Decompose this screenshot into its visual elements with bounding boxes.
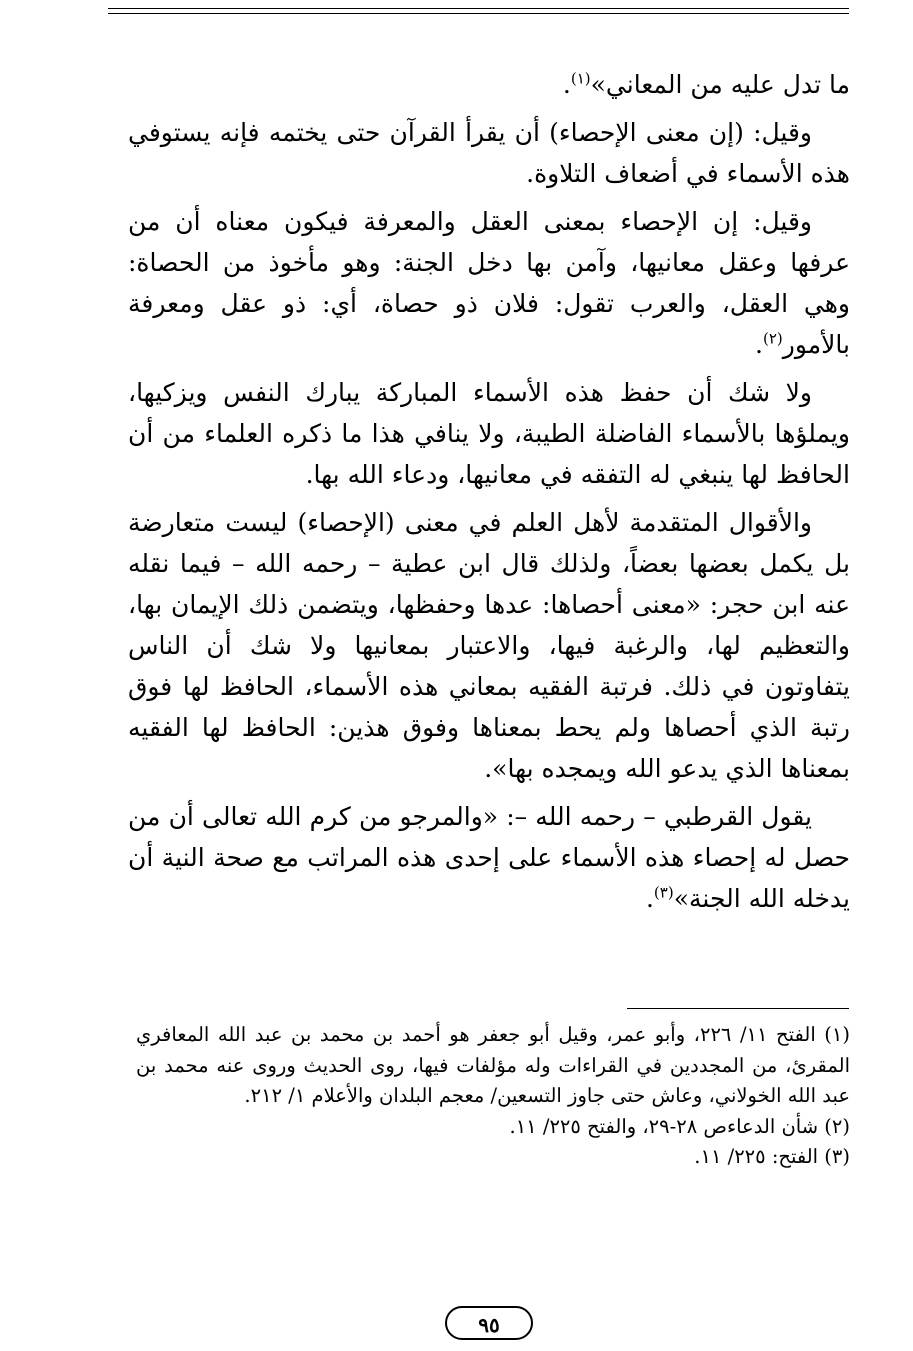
- main-text: [128, 64, 850, 926]
- header-rule-thin: [108, 13, 849, 14]
- footnote-2: (٢) شأن الدعاءص ٢٨-٢٩، والفتح ٢٢٥/ ١١.: [509, 1114, 850, 1138]
- paragraph-2: [128, 112, 850, 194]
- paragraph-text: وقيل: (إن معنى الإحصاء) أن يقرأ القرآن حتى يختمه فإنه يستوفي هذه الأسماء في أضعاف التلاوة.: [128, 118, 850, 188]
- paragraph-5: [128, 502, 850, 789]
- paragraph-4: [128, 372, 850, 495]
- footnote-ref-1: (١): [570, 69, 591, 88]
- paragraph-tail: .: [645, 884, 654, 913]
- paragraph-tail: .: [562, 70, 571, 99]
- paragraph-text: ما تدل عليه من المعاني»: [590, 70, 850, 99]
- paragraph-tail: .: [755, 330, 763, 359]
- footnote-separator: [627, 1008, 849, 1009]
- paragraph-text: يقول القرطبي – رحمه الله –: «والمرجو من كرم الله تعالى أن من حصل له إحصاء هذه الأسماء على إحدى هذه المراتب مع صحة النية أن يدخله الله الجنة»: [128, 802, 850, 913]
- paragraph-text: ولا شك أن حفظ هذه الأسماء المباركة يبارك النفس ويزكيها، ويملؤها بالأسماء الفاضلة الطيبة، ولا ينافي هذا ما ذكره العلماء من أن الحافظ لها ينبغي له التفقه في معانيها، ودعاء الله بها.: [128, 378, 850, 489]
- paragraph-1: [128, 64, 850, 105]
- footnotes: [136, 1020, 850, 1173]
- footnote-ref-3: (٣): [653, 883, 674, 902]
- footnote-1: (١) الفتح ١١/ ٢٢٦، وأبو عمر، وقيل أبو جعفر هو أحمد بن محمد بن عبد الله المعافري المقرئ، من المجددين في القراءات وله مؤلفات فيها، روى الحديث وروى عنه محمد بن عبد الله الخولاني، وعاش حتى جاوز التسعين/ معجم البلدان والأعلام ١/ ٢١٢.: [136, 1023, 850, 1107]
- footnote-3: (٣) الفتح: ٢٢٥/ ١١.: [694, 1145, 850, 1168]
- paragraph-3: [128, 201, 850, 365]
- footnote-ref-2: (٢): [763, 329, 783, 348]
- paragraph-6: [128, 796, 850, 919]
- header-rule-thick: [108, 8, 849, 9]
- paragraph-text: والأقوال المتقدمة لأهل العلم في معنى (الإحصاء) ليست متعارضة بل يكمل بعضها بعضاً، ولذلك قال ابن عطية – رحمه الله – فيما نقله عنه ابن حجر: «معنى أحصاها: عدها وحفظها، ويتضمن ذلك الإيمان بها، والتعظيم لها، والرغبة فيها، والاعتبار بمعانيها ولا شك أن الناس يتفاوتون في ذلك. فرتبة الفقيه بمعاني هذه الأسماء، الحافظ لها فوق رتبة الذي أحصاها ولم يحط بمعناها وفوق هذين: الحافظ لها الفقيه بمعناها الذي يدعو الله ويمجده بها».: [128, 508, 850, 783]
- page-number: ٩٥: [445, 1306, 533, 1340]
- paragraph-text: وقيل: إن الإحصاء بمعنى العقل والمعرفة فيكون معناه أن من عرفها وعقل معانيها، وآمن بها دخل الجنة: وهو مأخوذ من الحصاة: وهي العقل، والعرب تقول: فلان ذو حصاة، أي: ذو عقل ومعرفة بالأمور: [128, 207, 850, 359]
